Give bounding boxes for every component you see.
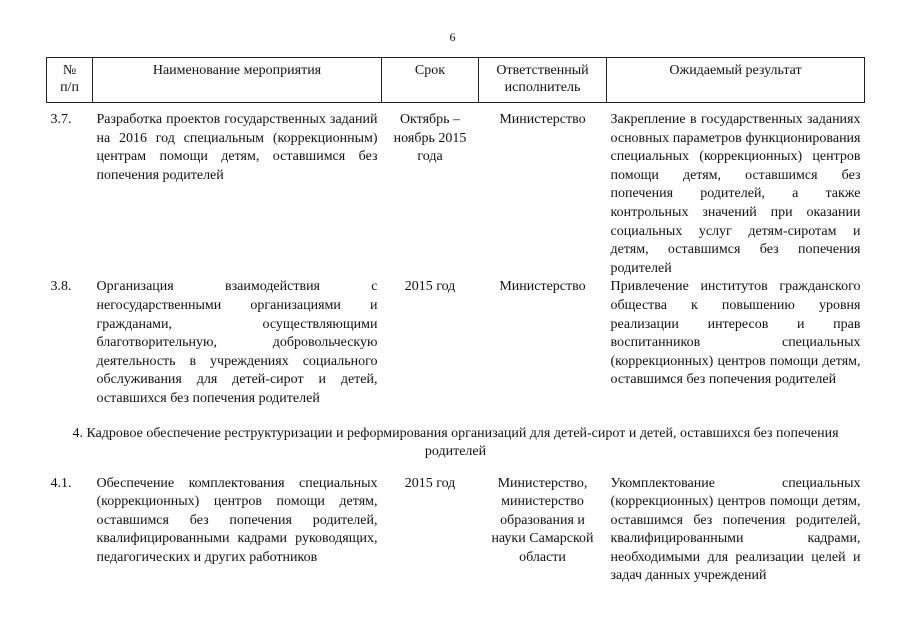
header-name: Наименование мероприятия <box>93 58 382 103</box>
header-term: Срок <box>382 58 479 103</box>
section-title: 4. Кадровое обеспечение реструктуризации и реформирования организаций для детей-сирот и детей, оставшихся без попечения родителей <box>72 425 839 459</box>
header-result: Ожидаемый результат <box>607 58 865 103</box>
row-number: 3.7. <box>50 112 72 127</box>
row-number: 3.8. <box>50 279 72 295</box>
row-responsible: Министерство, министерство образования и науки Самарской области <box>491 475 594 565</box>
header-num: № п/п <box>47 58 93 103</box>
row-term: 2015 год <box>404 475 456 491</box>
row-name: Организация взаимодействия с негосударственными организациями и гражданами, осуществляющими благотворительную, добровольческую деятельность в учреждениях социального обслуживания для детей-сирот и детей, оставшихся без попечения родителей <box>96 279 378 406</box>
page-number: 6 <box>449 30 456 44</box>
row-responsible: Министерство <box>499 112 586 127</box>
section-heading-row <box>47 409 865 475</box>
row-term: 2015 год <box>404 279 456 295</box>
row-result: Привлечение институтов гражданского общества к повышению уровня реализации интересов и прав воспитанников специальных (коррекционных) центров помощи детям, оставшимся без попечения родителей <box>610 279 861 388</box>
header-responsible: Ответственный исполнитель <box>479 58 607 103</box>
row-name: Обеспечение комплектования специальных (коррекционных) центров помощи детям, оставшимся без попечения родителей, квалифицированными кадрами руководящих, педагогических и других работников <box>96 475 378 565</box>
table-row <box>47 475 865 587</box>
row-term: Октябрь – ноябрь 2015 года <box>393 112 467 165</box>
row-result: Закрепление в государственных заданиях основных параметров функционирования специальных (коррекционных) центров помощи детям, оставшимся без попечения родителей, а также контрольных значений при оказании социальных услуг детям-сиротам и детям, оставшимся без попечения родителей <box>610 112 861 276</box>
row-result: Укомплектование специальных (коррекционных) центров помощи детям, оставшимся без попечения родителей, квалифицированными кадрами, необходимыми для реализации целей и задач данных учреждений <box>610 475 861 584</box>
measures-table <box>46 57 865 586</box>
table-row <box>47 111 865 278</box>
row-responsible: Министерство <box>499 279 586 295</box>
row-name: Разработка проектов государственных заданий на 2016 год специальным (коррекционным) центрам помощи детям, оставшимся без попечения родителей <box>96 112 378 183</box>
table-header-row <box>47 58 865 103</box>
row-number: 4.1. <box>50 475 72 491</box>
table-row <box>47 278 865 408</box>
